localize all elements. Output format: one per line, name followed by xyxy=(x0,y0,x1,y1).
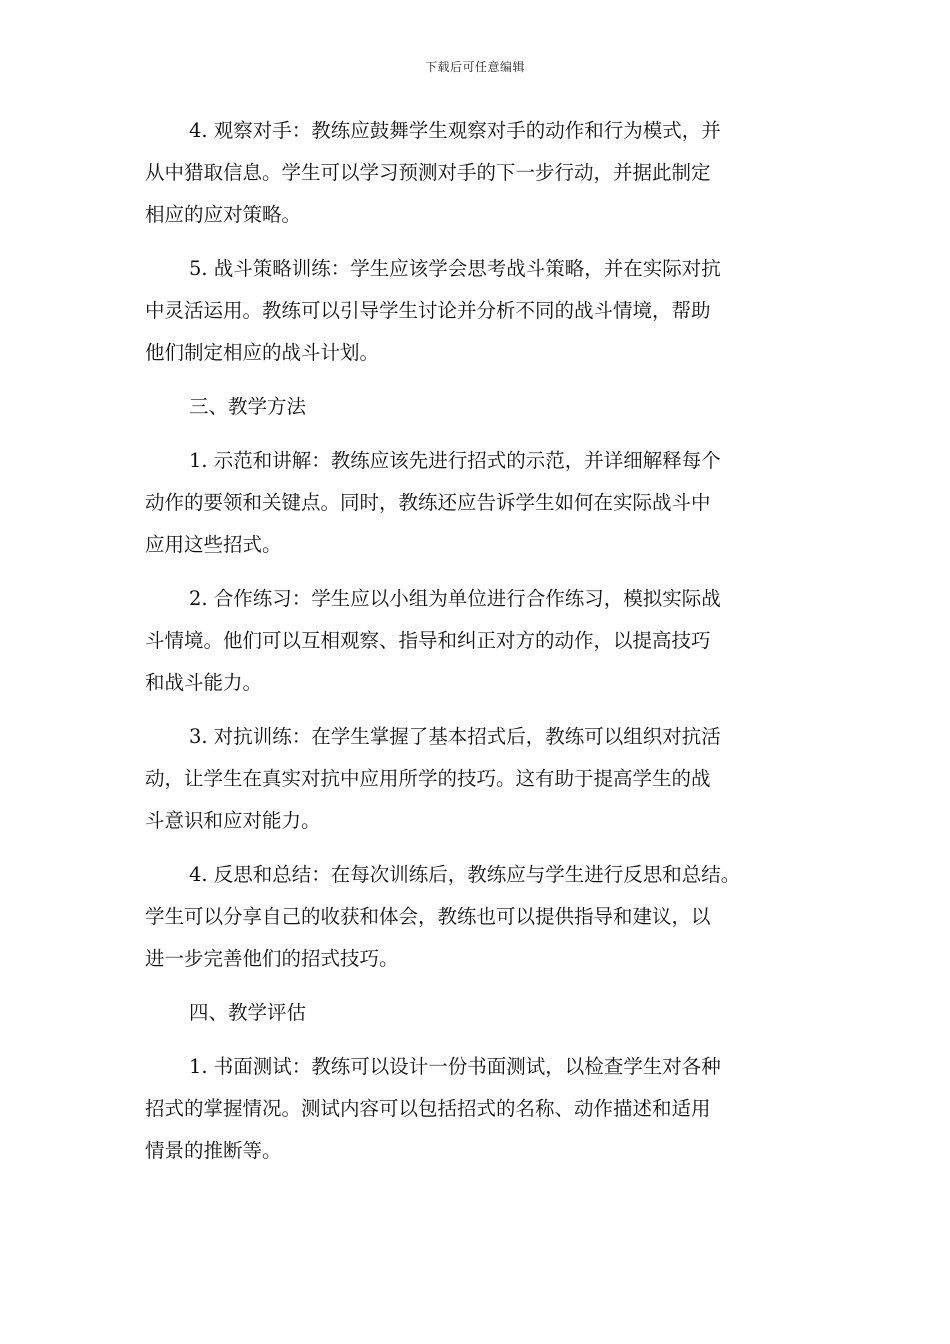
text-line: 相应的应对策略。 xyxy=(145,203,302,226)
section-heading-teaching-evaluation: 四、教学评估 xyxy=(189,1001,307,1024)
text-line: 2. 合作练习：学生应以小组为单位进行合作练习，模拟实际战 xyxy=(189,587,721,610)
text-line: 他们制定相应的战斗计划。 xyxy=(145,341,380,364)
document-body xyxy=(145,110,825,1184)
page-header: 下载后可任意编辑 xyxy=(424,60,525,74)
text-line: 学生可以分享自己的收获和体会，教练也可以提供指导和建议，以 xyxy=(145,905,711,928)
text-line: 应用这些招式。 xyxy=(145,533,282,556)
text-line: 动，让学生在真实对抗中应用所学的技巧。这有助于提高学生的战 xyxy=(145,767,711,790)
text-line: 动作的要领和关键点。同时，教练还应告诉学生如何在实际战斗中 xyxy=(145,491,711,514)
text-line: 1. 书面测试：教练可以设计一份书面测试，以检查学生对各种 xyxy=(189,1055,721,1078)
paragraph-demonstration xyxy=(145,440,825,566)
section-heading-teaching-methods: 三、教学方法 xyxy=(189,395,307,418)
text-line: 从中猎取信息。学生可以学习预测对手的下一步行动，并据此制定 xyxy=(145,161,711,184)
paragraph-reflection-summary xyxy=(145,854,825,980)
text-line: 斗情境。他们可以互相观察、指导和纠正对方的动作，以提高技巧 xyxy=(145,629,711,652)
paragraph-written-test xyxy=(145,1046,825,1172)
text-line: 和战斗能力。 xyxy=(145,671,263,694)
text-line: 斗意识和应对能力。 xyxy=(145,809,321,832)
text-line: 情景的推断等。 xyxy=(145,1139,282,1162)
paragraph-observe-opponent xyxy=(145,110,825,236)
paragraph-cooperative-practice xyxy=(145,578,825,704)
paragraph-sparring-training xyxy=(145,716,825,842)
text-line: 5. 战斗策略训练：学生应该学会思考战斗策略，并在实际对抗 xyxy=(189,257,721,280)
text-line: 4. 反思和总结：在每次训练后，教练应与学生进行反思和总结。 xyxy=(189,863,741,886)
text-line: 进一步完善他们的招式技巧。 xyxy=(145,947,399,970)
text-line: 招式的掌握情况。测试内容可以包括招式的名称、动作描述和适用 xyxy=(145,1097,711,1120)
paragraph-combat-strategy xyxy=(145,248,825,374)
text-line: 4. 观察对手：教练应鼓舞学生观察对手的动作和行为模式，并 xyxy=(189,119,721,142)
text-line: 3. 对抗训练：在学生掌握了基本招式后，教练可以组织对抗活 xyxy=(189,725,721,748)
text-line: 1. 示范和讲解：教练应该先进行招式的示范，并详细解释每个 xyxy=(189,449,721,472)
text-line: 中灵活运用。教练可以引导学生讨论并分析不同的战斗情境，帮助 xyxy=(145,299,711,322)
